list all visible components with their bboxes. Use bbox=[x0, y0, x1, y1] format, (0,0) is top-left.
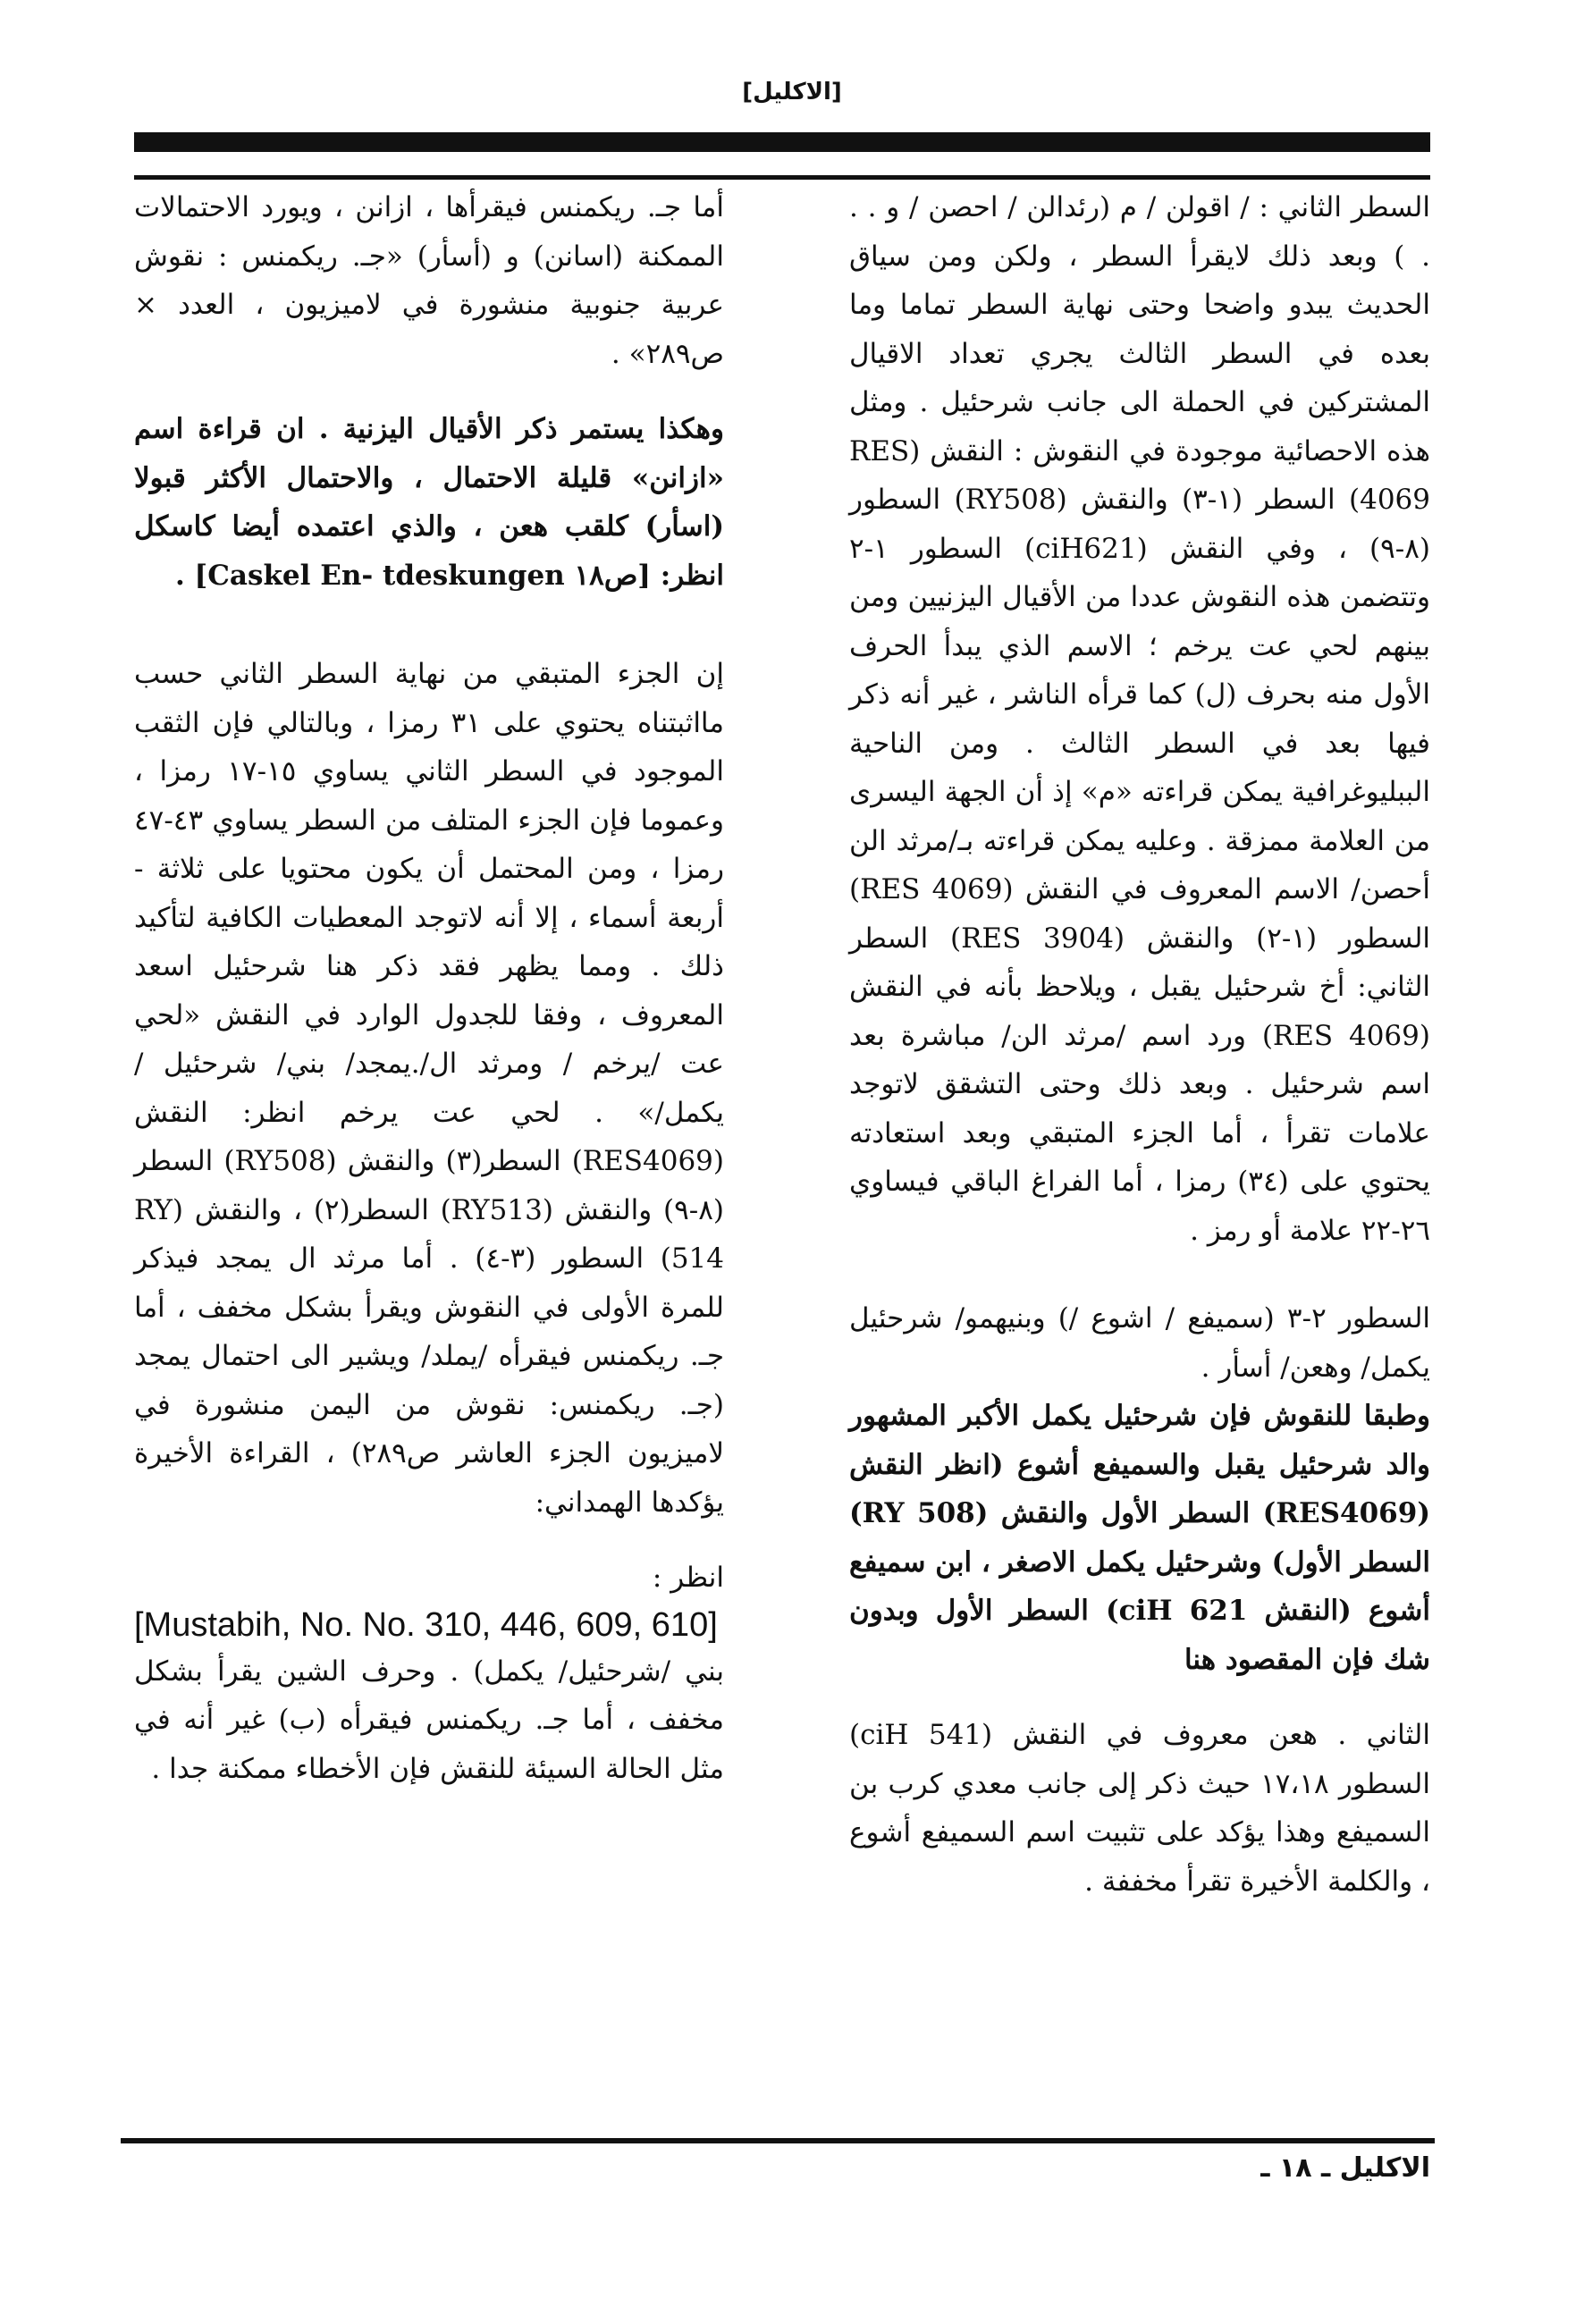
right-paragraph-1: السطر الثاني : / اقولن / م (رئدالن / احصن / و . . . ) وبعد ذلك لايقرأ السطر ، ولكن ومن سياق الحديث يبدو واضحا وحتى نهاية السطر تماما وما بعده في السطر الثالث يجري تعداد الاقيال المشتركين في الحملة الى جانب شرحئيل . ومثل هذه الاحصائية موجودة في النقوش : النقش (RES 4069) السطر (١-٣) والنقش (RY508) السطور (٨-٩) ، وفي النقش (ciH621) السطور ١-٢ وتتضمن هذه النقوش عددا من الأقيال اليزنيين ومن بينهم لحي عت يرخم ؛ الاسم الذي يبدأ الحرف الأول منه بحرف (ل) كما قرأه الناشر ، غير أنه ذكر فيها بعد في السطر الثالث . ومن الناحية الببليوغرافية يمكن قراءته «م» إذ أن الجهة اليسرى من العلامة ممزقة . وعليه يمكن قراءته بـ/مرثد الن أحصن/ الاسم المعروف في النقش (RES 4069) السطور (١-٢) والنقش (RES 3904) السطر الثاني: أخ شرحئيل يقبل ، ويلاحظ بأنه في النقش (RES 4069) ورد اسم /مرثد الن/ مباشرة بعد اسم شرحئيل . وبعد ذلك وحتى التشقق لاتوجد علامات تقرأ ، أما الجزء المتبقي وبعد استعادته يحتوي على (٣٤) رمزا ، أما الفراغ الباقي فيساوي ٢٦-٢٢ علامة أو رمز . bbox=[849, 191, 1431, 1247]
right-paragraph-3: وطبقا للنقوش فإن شرحئيل يكمل الأكبر المشهور والد شرحئيل يقبل والسميفع أشوع (انظر النقش (RES4069) السطر الأول والنقش (RY 508) السطر الأول) وشرحئيل يكمل الاصغر ، ابن سميفع أشوع (النقش ciH 621) السطر الأول وبدون شك فإن المقصود هنا bbox=[849, 1400, 1431, 1676]
right-column bbox=[849, 183, 1430, 1906]
left-reference-latin: [Mustabih, No. No. 310, 446, 609, 610] bbox=[134, 1605, 718, 1644]
header-rule-thick bbox=[134, 132, 1430, 152]
paragraph-gap bbox=[134, 600, 724, 650]
footer-rule bbox=[121, 2138, 1435, 2143]
paragraph-gap bbox=[849, 1684, 1430, 1711]
right-paragraph-2: السطور ٢-٣ (سميفع / اشوع /) وبنيهمو/ شرحئيل يكمل/ وهعن/ أسأر . bbox=[849, 1302, 1430, 1384]
paragraph-gap bbox=[134, 378, 724, 405]
left-paragraph-2: وهكذا يستمر ذكر الأقيال اليزنية . ان قراءة اسم «ازانن» قليلة الاحتمال ، والاحتمال الأكثر قبولا (اسأر) كلقب هعن ، والذي اعتمده أيضا كاسكل انظر: [ص١٨ Caskel En- tdeskungen] . bbox=[134, 413, 724, 592]
paragraph-gap bbox=[849, 1255, 1430, 1294]
page-folio: الاكليل ـ ١٨ ـ bbox=[1260, 2152, 1430, 2184]
header-rule-thin bbox=[134, 175, 1430, 180]
right-paragraph-4: الثاني . هعن معروف في النقش (ciH 541) السطور ١٧،١٨ حيث ذكر إلى جانب معدي كرب بن السميفع وهذا يؤكد على تثبيت اسم السميفع أشوع ، والكلمة الأخيرة تقرأ مخففة . bbox=[849, 1719, 1430, 1898]
left-paragraph-3: إن الجزء المتبقي من نهاية السطر الثاني حسب مااثبتناه يحتوي على ٣١ رمزا ، وبالتالي فإن الثقب الموجود في السطر الثاني يساوي ١٥-١٧ رمزا ، وعموما فإن الجزء المتلف من السطر يساوي ٤٣-٤٧ رمزا ، ومن المحتمل أن يكون محتويا على ثلاثة - أربعة أسماء ، إلا أنه لاتوجد المعطيات الكافية لتأكيد ذلك . ومما يظهر فقد ذكر هنا شرحئيل اسعد المعروف ، وفقا للجدول الوارد في النقش «لحي عت /يرخم / ومرثد ال/.يمجد/ بني/ شرحئيل /يكمل/» . لحي عت يرخم انظر: النقش (RES4069) السطر(٣) والنقش (RY508) السطر (٨-٩) والنقش (RY513) السطر(٢) ، والنقش (RY 514) السطور (٣-٤) . أما مرثد ال يمجد فيذكر للمرة الأولى في النقوش ويقرأ بشكل مخفف ، أما جـ. ريكمنس فيقرأه /يملد/ ويشير الى احتمال يمجد (جـ. ريكمنس: نقوش من اليمن منشورة في لاميزيون الجزء العاشر ص٢٨٩) ، القراءة الأخيرة يؤكدها الهمداني: bbox=[134, 658, 725, 1519]
left-see-label: انظر : bbox=[652, 1562, 724, 1594]
paragraph-gap bbox=[134, 1527, 724, 1554]
left-paragraph-4: بني /شرحئيل/ يكمل) . وحرف الشين يقرأ بشكل مخفف ، أما جـ. ريكمنس فيقرأه (ب) غير أنه في مثل الحالة السيئة للنقش فإن الأخطاء ممكنة جدا . bbox=[134, 1655, 724, 1785]
left-column bbox=[134, 183, 724, 1793]
left-paragraph-1: أما جـ. ريكمنس فيقرأها ، ازانن ، ويورد الاحتمالات الممكنة (اسانن) و (أسأر) «جـ. ريكمنس : نقوش عربية جنوبية منشورة في لاميزيون ، العدد × ص٢٨٩» . bbox=[134, 191, 724, 370]
running-head: [الاكليل] bbox=[742, 79, 842, 105]
